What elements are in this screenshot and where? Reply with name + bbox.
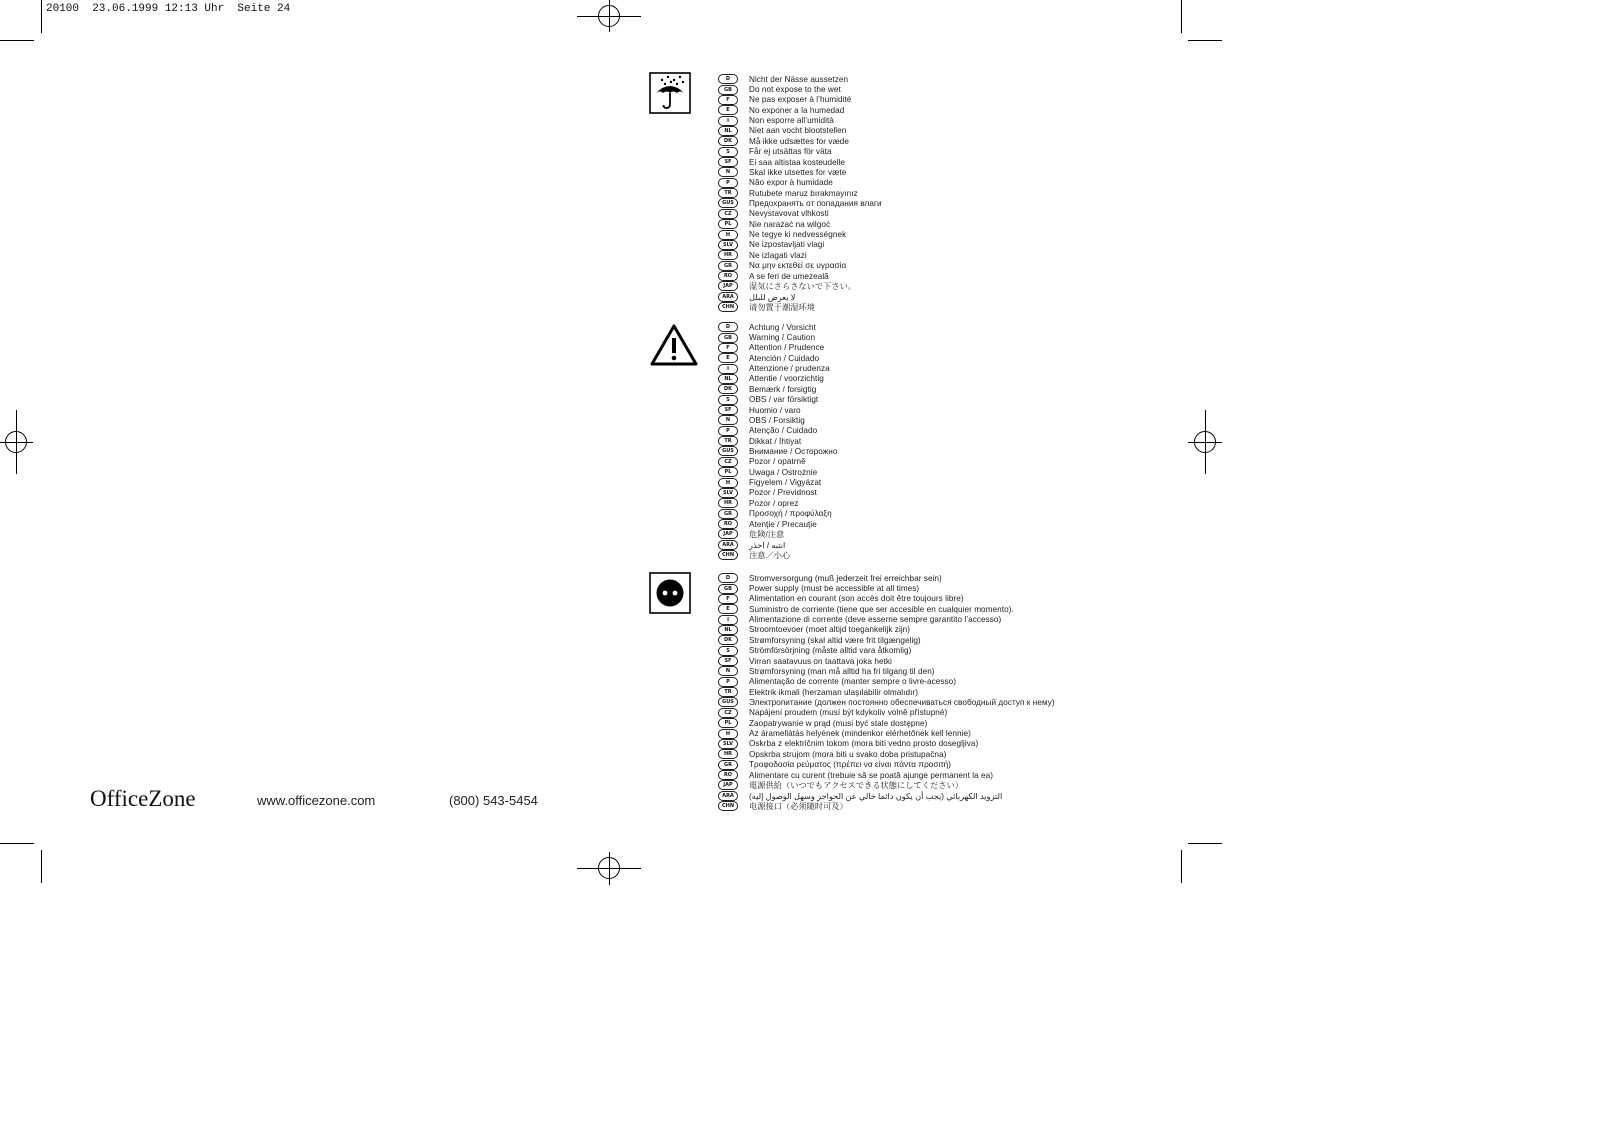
brand-name: OfficeZone: [90, 786, 196, 811]
warning-triangle-icon: [649, 323, 699, 372]
list-item: [718, 167, 882, 177]
list-item: [718, 157, 882, 167]
language-code-badge: GB: [718, 333, 738, 343]
list-item: [718, 250, 882, 260]
list-item-text: التزويد الكهربائي (يجب أن يكون دائما خالي عن الحواجز وسهل الوصول إليه): [749, 791, 1003, 801]
list-item: [718, 374, 837, 384]
list-item-text: Figyelem / Vigyázat: [749, 478, 822, 488]
language-code-badge: H: [718, 478, 738, 488]
list-item-text: Niet aan vocht blootstellen: [749, 126, 847, 136]
language-code-badge: P: [718, 677, 738, 687]
list-item-text: Do not expose to the wet: [749, 85, 841, 95]
list-item-text: Strømforsyning (skal altid være frit tilgængelig): [749, 635, 921, 645]
list-item-text: Dikkat / İhtiyat: [749, 436, 802, 446]
language-code-badge: N: [718, 167, 738, 177]
list-item-text: Pozor / Previdnost: [749, 488, 817, 498]
language-code-badge: E: [718, 604, 738, 614]
language-code-badge: CHN: [718, 801, 738, 811]
crop-mark: [1188, 843, 1222, 844]
language-code-badge: P: [718, 426, 738, 436]
list-item: [718, 147, 882, 157]
list-item: [718, 209, 882, 219]
list-item: [718, 625, 1055, 635]
list-item: [718, 718, 1055, 728]
list-item-text: Προσοχή / προφύλαξη: [749, 509, 832, 519]
list-item-text: Alimentation en courant (son accès doit être toujours libre): [749, 594, 964, 604]
list-item: [718, 749, 1055, 759]
list-item: [718, 477, 837, 487]
language-code-badge: DK: [718, 136, 738, 146]
list-item: [718, 635, 1055, 645]
list-item-text: Elektrik ikmali (herzaman ulaşılabilir olmalıdır): [749, 687, 918, 697]
list-item: [718, 405, 837, 415]
crop-mark: [0, 40, 34, 41]
list-item: [718, 488, 837, 498]
list-item: [718, 677, 1055, 687]
list-item-text: Attentie / voorzichtig: [749, 374, 824, 384]
list-item: [718, 498, 837, 508]
list-item-text: Non esporre all’umidità: [749, 116, 834, 126]
list-item: [718, 550, 837, 560]
language-code-badge: GR: [718, 509, 738, 519]
list-item-text: No exponer a la humedad: [749, 105, 845, 115]
list-item-text: Rutubete maruz bırakmayınız: [749, 188, 858, 198]
list-item: [718, 697, 1055, 707]
list-item-text: Napájení proudem (musí být kdykoliv volně přístupné): [749, 708, 948, 718]
crop-mark: [41, 850, 42, 883]
crop-mark: [1181, 850, 1182, 883]
list-item-text: Zaopatrywanie w prąd (musi być stale dostępne): [749, 718, 928, 728]
language-code-badge: TR: [718, 687, 738, 697]
language-code-badge: HR: [718, 749, 738, 759]
language-code-badge: RO: [718, 271, 738, 281]
list-item-text: Huomio / varo: [749, 405, 801, 415]
list-item: [718, 302, 882, 312]
language-code-badge: H: [718, 729, 738, 739]
language-code-badge: D: [718, 322, 738, 332]
list-item: [718, 343, 837, 353]
list-item: [718, 529, 837, 539]
list-item-text: Τροφοδοσία ρεύματος (πρέπει να είναι πάντα προσιτή): [749, 760, 952, 770]
list-item-text: Alimentação de corrente (manter sempre o livre-acesso): [749, 677, 957, 687]
list-item: [718, 801, 1055, 811]
language-code-badge: TR: [718, 188, 738, 198]
list-item-text: انتبه / احذر: [749, 540, 786, 550]
list-item-text: Stromversorgung (muß jederzeit frei erreichbar sein): [749, 573, 942, 583]
list-item-text: Skal ikke utsettes for væte: [749, 167, 847, 177]
list-item-text: 電源供給（いつでもアクセスできる状態にしてください）: [749, 780, 963, 790]
language-code-badge: PL: [718, 718, 738, 728]
list-item: [718, 687, 1055, 697]
language-code-badge: SF: [718, 656, 738, 666]
list-item-text: A se feri de umezeală: [749, 271, 829, 281]
language-code-badge: JAP: [718, 780, 738, 790]
list-item: [718, 84, 882, 94]
language-code-badge: PL: [718, 219, 738, 229]
language-code-badge: D: [718, 573, 738, 583]
list-item: [718, 519, 837, 529]
list-item-text: Az áramellátás helyének (mindenkor elérhetőnek kell lennie): [749, 729, 971, 739]
list-item: [718, 115, 882, 125]
list-item: [718, 728, 1055, 738]
phone-number: (800) 543-5454: [449, 793, 538, 808]
list-item-text: Virran saatavuus on taattava joka hetki: [749, 656, 892, 666]
list-item: [718, 229, 882, 239]
list-item-text: 湿気にさらさないで下さい。: [749, 281, 857, 291]
language-code-badge: I: [718, 364, 738, 374]
list-item: [718, 95, 882, 105]
language-code-badge: SF: [718, 157, 738, 167]
list-item-text: OBS / Forsiktig: [749, 415, 805, 425]
language-code-badge: DK: [718, 635, 738, 645]
list-item: [718, 353, 837, 363]
list-item-text: Ne izlagati vlazi: [749, 250, 807, 260]
language-code-badge: D: [718, 74, 738, 84]
list-item-text: Strömförsörjning (måste alltid vara åtkomlig): [749, 646, 912, 656]
language-code-badge: GUS: [718, 697, 738, 707]
list-item: [718, 467, 837, 477]
list-item-text: Alimentazione di corrente (deve esserne sempre garantito l’accesso): [749, 615, 1002, 625]
language-code-badge: CHN: [718, 550, 738, 560]
language-code-badge: S: [718, 395, 738, 405]
list-item-text: Ei saa altistaa kosteudelle: [749, 157, 846, 167]
language-code-badge: HR: [718, 498, 738, 508]
language-code-badge: DK: [718, 384, 738, 394]
list-item-text: Stroomtoevoer (moet altijd toegankelijk zijn): [749, 625, 911, 635]
language-code-badge: CHN: [718, 302, 738, 312]
list-item-text: Nie narażać na wilgoć: [749, 219, 831, 229]
list-item: [718, 271, 882, 281]
list-item-text: Ne pas exposer à l’humidité: [749, 95, 852, 105]
list-item-text: Achtung / Vorsicht: [749, 322, 816, 332]
list-item-text: Pozor / opatrně: [749, 457, 806, 467]
list-item: [718, 436, 837, 446]
list-item-text: Må ikke udsættes for væde: [749, 136, 849, 146]
list-item: [718, 739, 1055, 749]
list-item: [718, 188, 882, 198]
list-item-text: Atenţie / Precauţie: [749, 519, 817, 529]
list-item-text: Não expor à humidade: [749, 178, 833, 188]
list-item-text: Nevystavovat vlhkosti: [749, 209, 829, 219]
list-item: [718, 322, 837, 332]
list-item-text: Электропитание (должен постоянно обеспечиваться свободный доступ к нему): [749, 697, 1055, 707]
list-item: [718, 292, 882, 302]
list-item: [718, 415, 837, 425]
language-code-badge: E: [718, 105, 738, 115]
crop-mark: [0, 843, 34, 844]
language-code-badge: E: [718, 353, 738, 363]
list-item: [718, 240, 882, 250]
list-item-text: لا يعرض للبلل: [749, 292, 796, 302]
list-item: [718, 260, 882, 270]
language-code-badge: GB: [718, 85, 738, 95]
list-item: [718, 614, 1055, 624]
language-code-badge: CZ: [718, 708, 738, 718]
language-code-badge: GUS: [718, 198, 738, 208]
language-code-badge: GR: [718, 261, 738, 271]
list-item: [718, 583, 1055, 593]
language-code-badge: RO: [718, 519, 738, 529]
language-code-badge: GUS: [718, 446, 738, 456]
language-code-badge: SLV: [718, 240, 738, 250]
list-item: [718, 446, 837, 456]
list-item-text: Power supply (must be accessible at all times): [749, 584, 920, 594]
language-code-badge: F: [718, 95, 738, 105]
crop-mark: [1181, 0, 1182, 33]
language-code-badge: TR: [718, 436, 738, 446]
caution-list: [718, 322, 837, 560]
list-item-text: Atenção / Cuidado: [749, 426, 818, 436]
list-item: [718, 759, 1055, 769]
list-item-text: Предохранять от попадания влаги: [749, 198, 882, 208]
list-item-text: OBS / var försiktigt: [749, 395, 819, 405]
list-item: [718, 105, 882, 115]
list-item-text: Opskrba strujom (mora biti u svako doba pristupačna): [749, 749, 947, 759]
language-code-badge: SF: [718, 405, 738, 415]
language-code-badge: GR: [718, 760, 738, 770]
list-item-text: Внимание / Осторожно: [749, 446, 838, 456]
language-code-badge: I: [718, 615, 738, 625]
list-item: [718, 363, 837, 373]
list-item: [718, 281, 882, 291]
list-item: [718, 457, 837, 467]
umbrella-rain-icon: [649, 72, 691, 119]
list-item: [718, 540, 837, 550]
moisture-warning-list: [718, 74, 882, 312]
language-code-badge: RO: [718, 770, 738, 780]
language-code-badge: P: [718, 178, 738, 188]
language-code-badge: ARA: [718, 292, 738, 302]
list-item: [718, 604, 1055, 614]
language-code-badge: NL: [718, 126, 738, 136]
crop-mark: [41, 0, 42, 33]
list-item: [718, 395, 837, 405]
list-item: [718, 332, 837, 342]
print-slug: 20100 23.06.1999 12:13 Uhr Seite 24: [46, 3, 291, 15]
list-item: [718, 656, 1055, 666]
list-item-text: Ne tegye ki nedvességnek: [749, 230, 847, 240]
language-code-badge: NL: [718, 625, 738, 635]
website-link[interactable]: www.officezone.com: [257, 793, 376, 808]
list-item: [718, 508, 837, 518]
list-item-text: Bemærk / forsigtig: [749, 384, 817, 394]
language-code-badge: N: [718, 666, 738, 676]
language-code-badge: S: [718, 147, 738, 157]
language-code-badge: H: [718, 230, 738, 240]
list-item-text: Attention / Prudence: [749, 343, 825, 353]
power-socket-icon: [649, 572, 691, 619]
list-item-text: 注意／小心: [749, 550, 791, 560]
list-item: [718, 178, 882, 188]
list-item-text: Får ej utsättas för väta: [749, 147, 832, 157]
language-code-badge: ARA: [718, 540, 738, 550]
list-item: [718, 136, 882, 146]
language-code-badge: GB: [718, 584, 738, 594]
language-code-badge: CZ: [718, 209, 738, 219]
list-item-text: Warning / Caution: [749, 333, 816, 343]
list-item-text: Attenzione / prudenza: [749, 364, 830, 374]
language-code-badge: SLV: [718, 739, 738, 749]
list-item-text: Oskrba z električnim tokom (mora biti vedno prosto dosegljiva): [749, 739, 979, 749]
list-item-text: 电源接口（必须随时可及）: [749, 801, 848, 811]
list-item: [718, 646, 1055, 656]
list-item-text: 危険/注意: [749, 529, 785, 539]
language-code-badge: F: [718, 594, 738, 604]
list-item: [718, 384, 837, 394]
language-code-badge: PL: [718, 467, 738, 477]
list-item-text: Alimentare cu curent (trebuie să se poată ajunge permanent la ea): [749, 770, 994, 780]
language-code-badge: JAP: [718, 529, 738, 539]
list-item-text: Suministro de corriente (tiene que ser accesible en cualquier momento).: [749, 604, 1014, 614]
list-item: [718, 74, 882, 84]
list-item: [718, 573, 1055, 583]
language-code-badge: ARA: [718, 791, 738, 801]
list-item: [718, 219, 882, 229]
list-item-text: Nicht der Nässe aussetzen: [749, 74, 849, 84]
crop-mark: [1188, 40, 1222, 41]
list-item-text: Uwaga / Ostrożnie: [749, 467, 818, 477]
list-item-text: Strømforsyning (man må alltid ha fri tilgang til den): [749, 666, 935, 676]
list-item: [718, 770, 1055, 780]
language-code-badge: HR: [718, 250, 738, 260]
list-item: [718, 126, 882, 136]
list-item: [718, 426, 837, 436]
language-code-badge: S: [718, 646, 738, 656]
language-code-badge: I: [718, 116, 738, 126]
list-item: [718, 198, 882, 208]
list-item: [718, 780, 1055, 790]
language-code-badge: NL: [718, 374, 738, 384]
list-item-text: Atención / Cuidado: [749, 353, 820, 363]
list-item-text: 请勿置于潮湿环境: [749, 302, 815, 312]
power-supply-list: [718, 573, 1055, 811]
language-code-badge: F: [718, 343, 738, 353]
list-item: [718, 708, 1055, 718]
language-code-badge: N: [718, 415, 738, 425]
list-item: [718, 791, 1055, 801]
list-item: [718, 666, 1055, 676]
language-code-badge: CZ: [718, 457, 738, 467]
language-code-badge: JAP: [718, 281, 738, 291]
list-item-text: Ne izpostavljati vlagi: [749, 240, 825, 250]
list-item-text: Pozor / oprez: [749, 498, 799, 508]
list-item-text: Να μην εκτεθεί σε υγρασία: [749, 261, 847, 271]
language-code-badge: SLV: [718, 488, 738, 498]
list-item: [718, 594, 1055, 604]
